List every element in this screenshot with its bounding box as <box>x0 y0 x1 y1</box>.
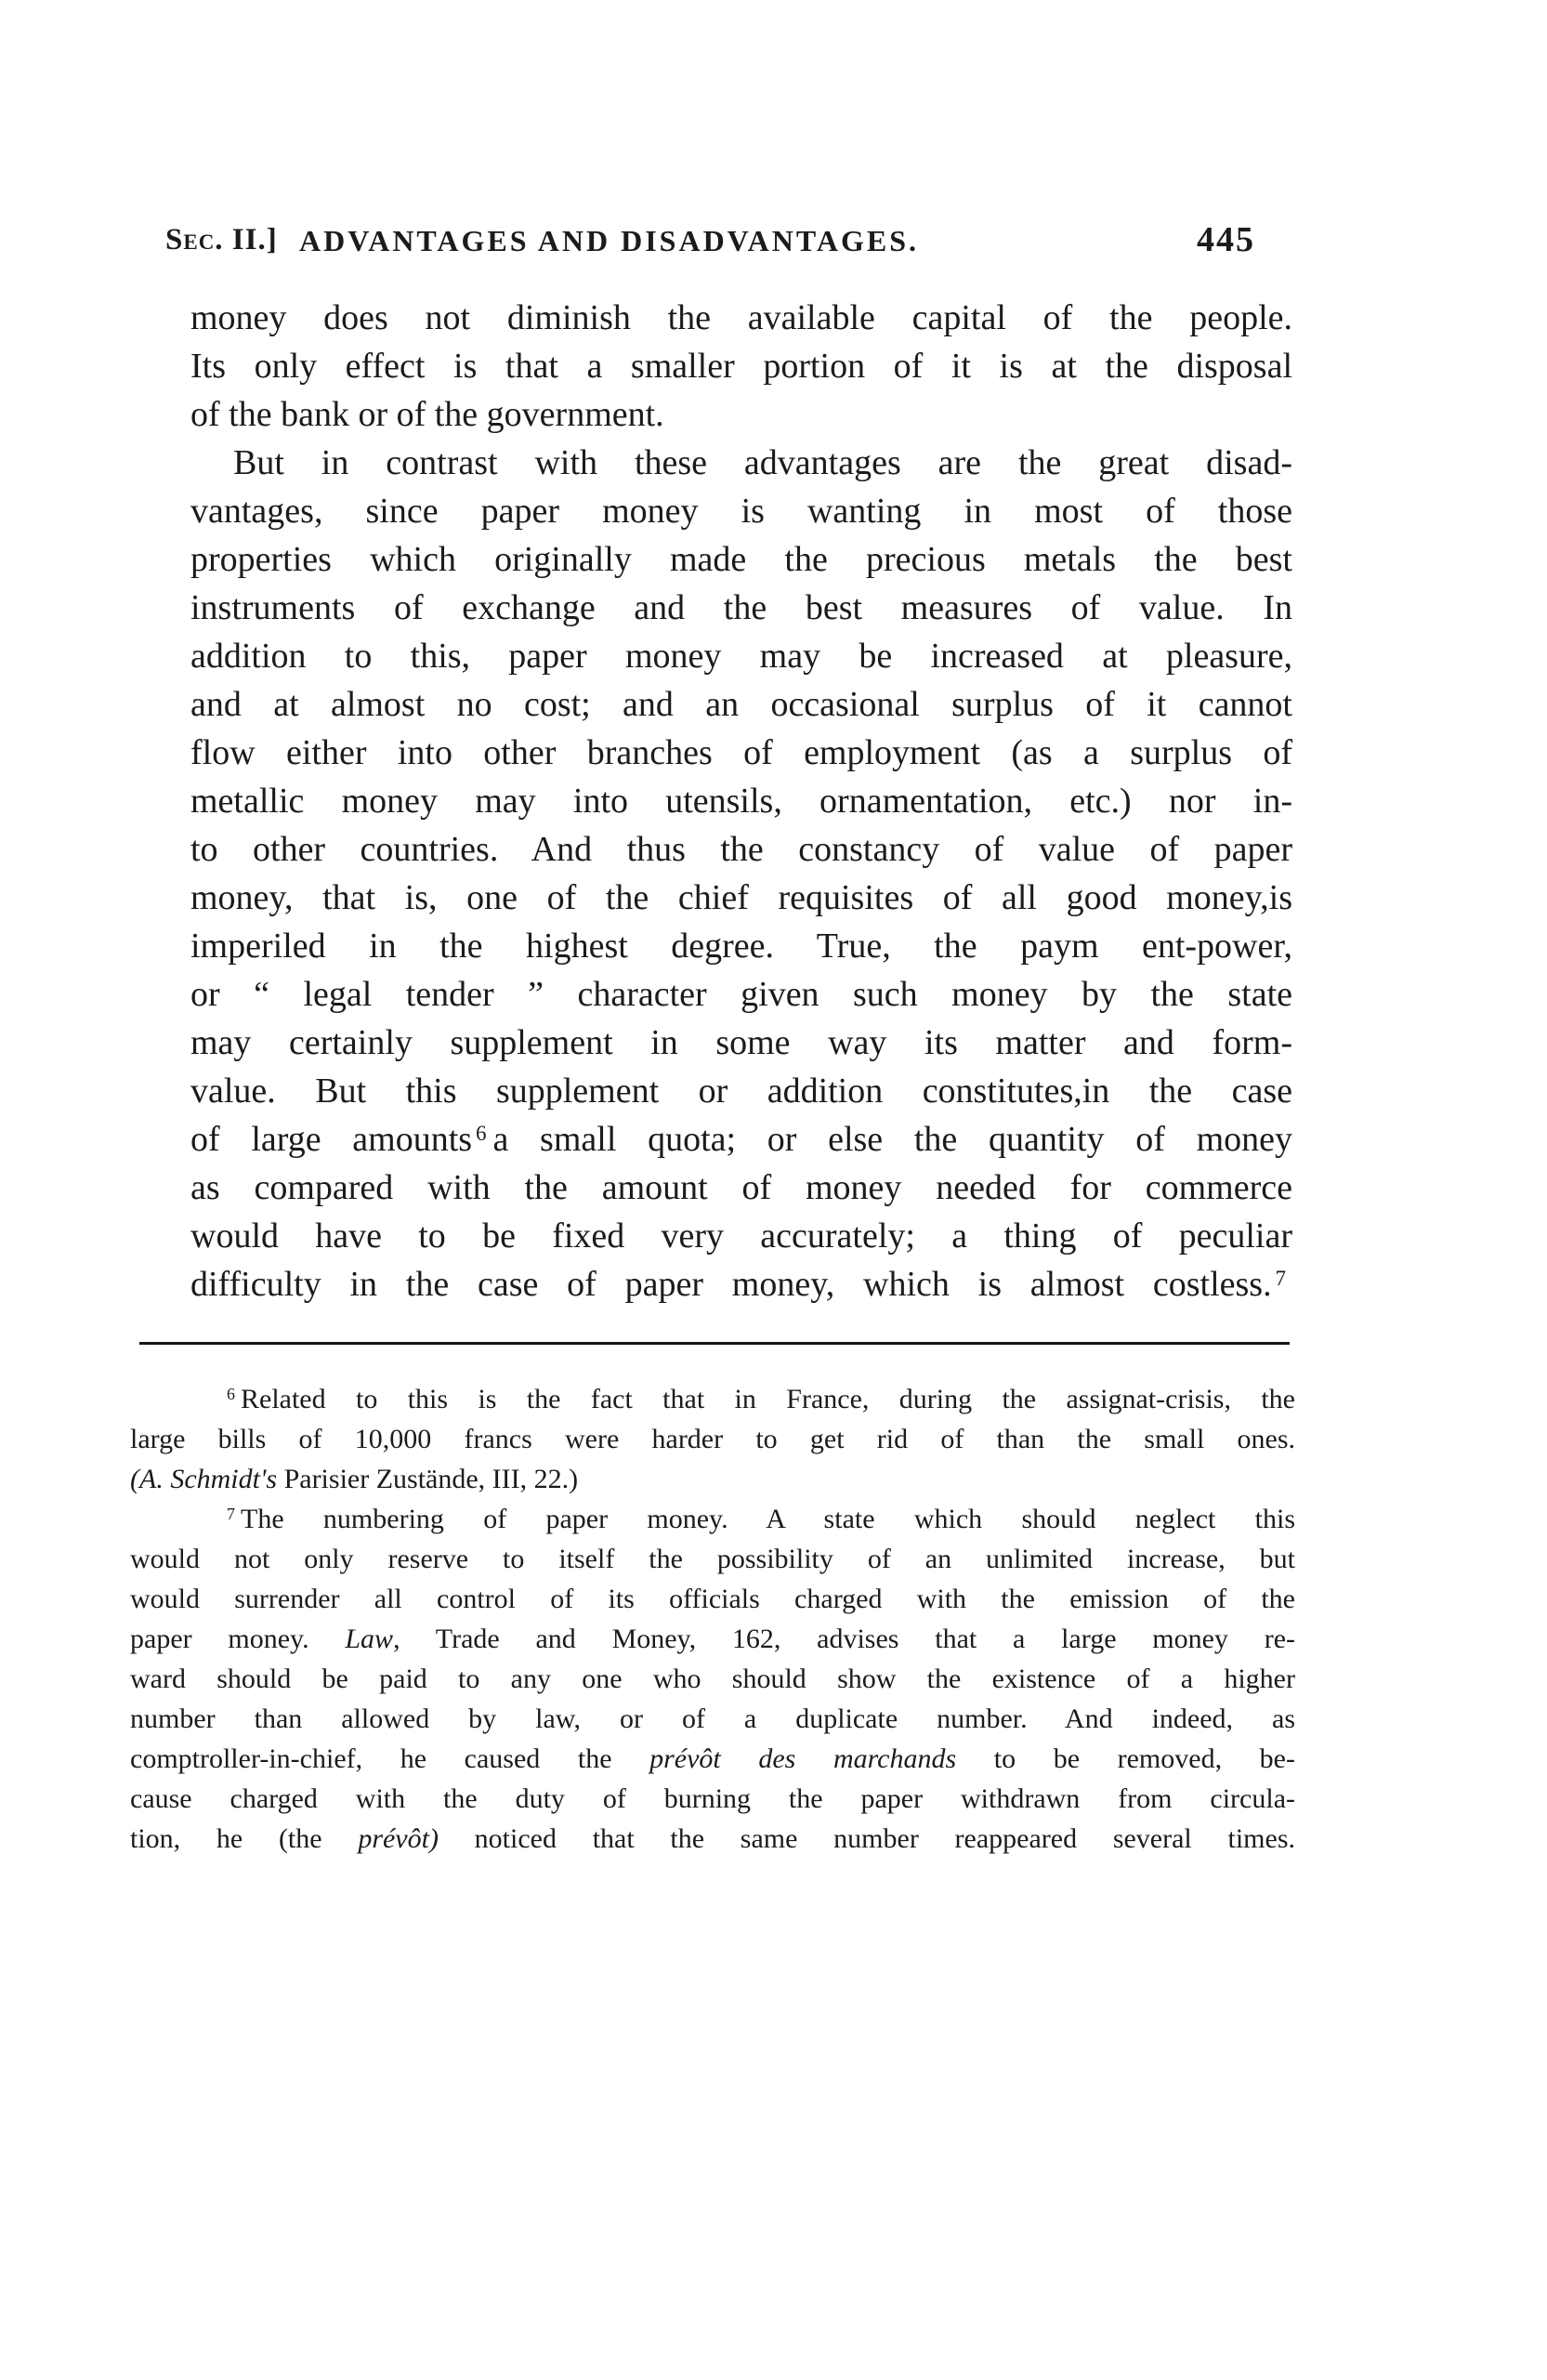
body-line-text: as compared with the amount of money needed for commerce <box>190 1168 1292 1207</box>
body-line <box>190 294 1292 342</box>
body-line <box>190 487 1292 535</box>
footnote-line-text: would surrender all control of its officials charged with the emission of the <box>130 1584 1295 1614</box>
body-line-text: metallic money may into utensils, ornamentation, etc.) nor in- <box>190 782 1292 821</box>
footnote-line <box>130 1499 1295 1539</box>
body-line <box>190 439 1292 487</box>
body-line-text: would have to be fixed very accurately; a thing of peculiar <box>190 1216 1292 1256</box>
footnote-ref-7: 7 <box>1275 1267 1286 1291</box>
body-line-text: instruments of exchange and the best measures of value. In <box>190 588 1292 627</box>
footnote-line-text: ward should be paid to any one who should show the existence of a higher <box>130 1663 1295 1694</box>
body-line <box>190 729 1292 777</box>
body-line <box>190 342 1292 390</box>
body-line <box>190 632 1292 680</box>
body-text <box>190 294 1292 1308</box>
header-section-label: Sec. II.] <box>165 223 278 256</box>
body-line-text: difficulty in the case of paper money, which is almost costless. <box>190 1265 1272 1304</box>
body-line-text: But in contrast with these advantages are the great disad- <box>233 443 1292 482</box>
body-line <box>190 390 1292 439</box>
footnote-line <box>130 1379 1295 1419</box>
body-line-text: Its only effect is that a smaller portion of it is at the disposal <box>190 347 1292 386</box>
body-line-text: money, that is, one of the chief requisites of all good money,is <box>190 878 1292 917</box>
footnote-line <box>130 1459 1295 1499</box>
footnote-line-text: noticed that the same number reappeared several times. <box>438 1823 1295 1854</box>
footnote-line-italic: prévôt) <box>358 1823 439 1854</box>
body-line-text: to other countries. And thus the constancy of value of paper <box>190 830 1292 869</box>
body-line <box>190 970 1292 1019</box>
footnote-marker-6: 6 <box>227 1385 235 1404</box>
footnote-line-text: Related to this is the fact that in France, during the assignat-crisis, the <box>241 1384 1295 1414</box>
body-line-text: of the bank or of the government. <box>190 395 664 434</box>
footnote-ref-6: 6 <box>476 1122 487 1146</box>
footnote-line <box>130 1539 1295 1579</box>
body-line <box>190 1115 1292 1164</box>
body-line-text: or “ legal tender ” character given such money by the state <box>190 975 1292 1014</box>
header-title: ADVANTAGES AND DISADVANTAGES. <box>299 224 919 257</box>
footnote-line <box>130 1739 1295 1779</box>
body-line-text: may certainly supplement in some way its matter and form- <box>190 1023 1292 1062</box>
footnote-line-text: to be removed, be- <box>956 1743 1295 1774</box>
body-line-text: value. But this supplement or addition constitutes,in the case <box>190 1072 1292 1111</box>
footnote-line-italic: Law <box>345 1624 394 1654</box>
footnote-line <box>130 1779 1295 1819</box>
body-line <box>190 584 1292 632</box>
footnote-marker-7: 7 <box>227 1505 235 1524</box>
body-line <box>190 922 1292 970</box>
footnote-line-text: Parisier Zustände, III, 22.) <box>277 1464 579 1494</box>
body-line-text: vantages, since paper money is wanting in most of those <box>190 492 1292 531</box>
body-line-text: imperiled in the highest degree. True, the paym ent-power, <box>190 927 1292 966</box>
footnote-line <box>130 1619 1295 1659</box>
footnote-separator <box>139 1342 1290 1345</box>
body-line-text: of large amounts <box>190 1120 473 1159</box>
body-line <box>190 777 1292 825</box>
footnote-line-text: large bills of 10,000 francs were harder to get rid of than the small ones. <box>130 1424 1295 1454</box>
footnote-line-italic: (A. Schmidt's <box>130 1464 278 1494</box>
footnote-line-text: would not only reserve to itself the possibility of an unlimited increase, but <box>130 1544 1295 1574</box>
body-line <box>190 1067 1292 1115</box>
body-line <box>190 680 1292 729</box>
body-line-text: flow either into other branches of employment (as a surplus of <box>190 733 1292 772</box>
body-line <box>190 1260 1292 1308</box>
footnotes <box>130 1379 1295 1859</box>
footnote-line-text: comptroller-in-chief, he caused the <box>130 1743 650 1774</box>
footnote-line-text: number than allowed by law, or of a duplicate number. And indeed, as <box>130 1703 1295 1734</box>
footnote-line <box>130 1819 1295 1859</box>
footnote-line-text: The numbering of paper money. A state which should neglect this <box>241 1504 1295 1534</box>
footnote-line-text: paper money. <box>130 1624 346 1654</box>
body-line <box>190 1164 1292 1212</box>
body-line <box>190 874 1292 922</box>
body-line <box>190 1212 1292 1260</box>
body-line-text: and at almost no cost; and an occasional surplus of it cannot <box>190 685 1292 724</box>
footnote-line-text: , Trade and Money, 162, advises that a large money re- <box>393 1624 1295 1654</box>
body-line-text: a small quota; or else the quantity of money <box>492 1120 1292 1159</box>
body-line <box>190 535 1292 584</box>
body-line-text: addition to this, paper money may be increased at pleasure, <box>190 637 1292 676</box>
body-line-text: money does not diminish the available capital of the people. <box>190 298 1292 337</box>
footnote-line <box>130 1659 1295 1699</box>
body-line <box>190 825 1292 874</box>
footnote-line <box>130 1419 1295 1459</box>
body-line <box>190 1019 1292 1067</box>
header-page-number: 445 <box>1197 220 1255 259</box>
footnote-line-italic: prévôt des marchands <box>649 1743 957 1774</box>
footnote-line-text: cause charged with the duty of burning the paper withdrawn from circula- <box>130 1783 1295 1814</box>
footnote-line-text: tion, he (the <box>130 1823 359 1854</box>
body-line-text: properties which originally made the precious metals the best <box>190 540 1292 579</box>
footnote-line <box>130 1699 1295 1739</box>
footnote-line <box>130 1579 1295 1619</box>
